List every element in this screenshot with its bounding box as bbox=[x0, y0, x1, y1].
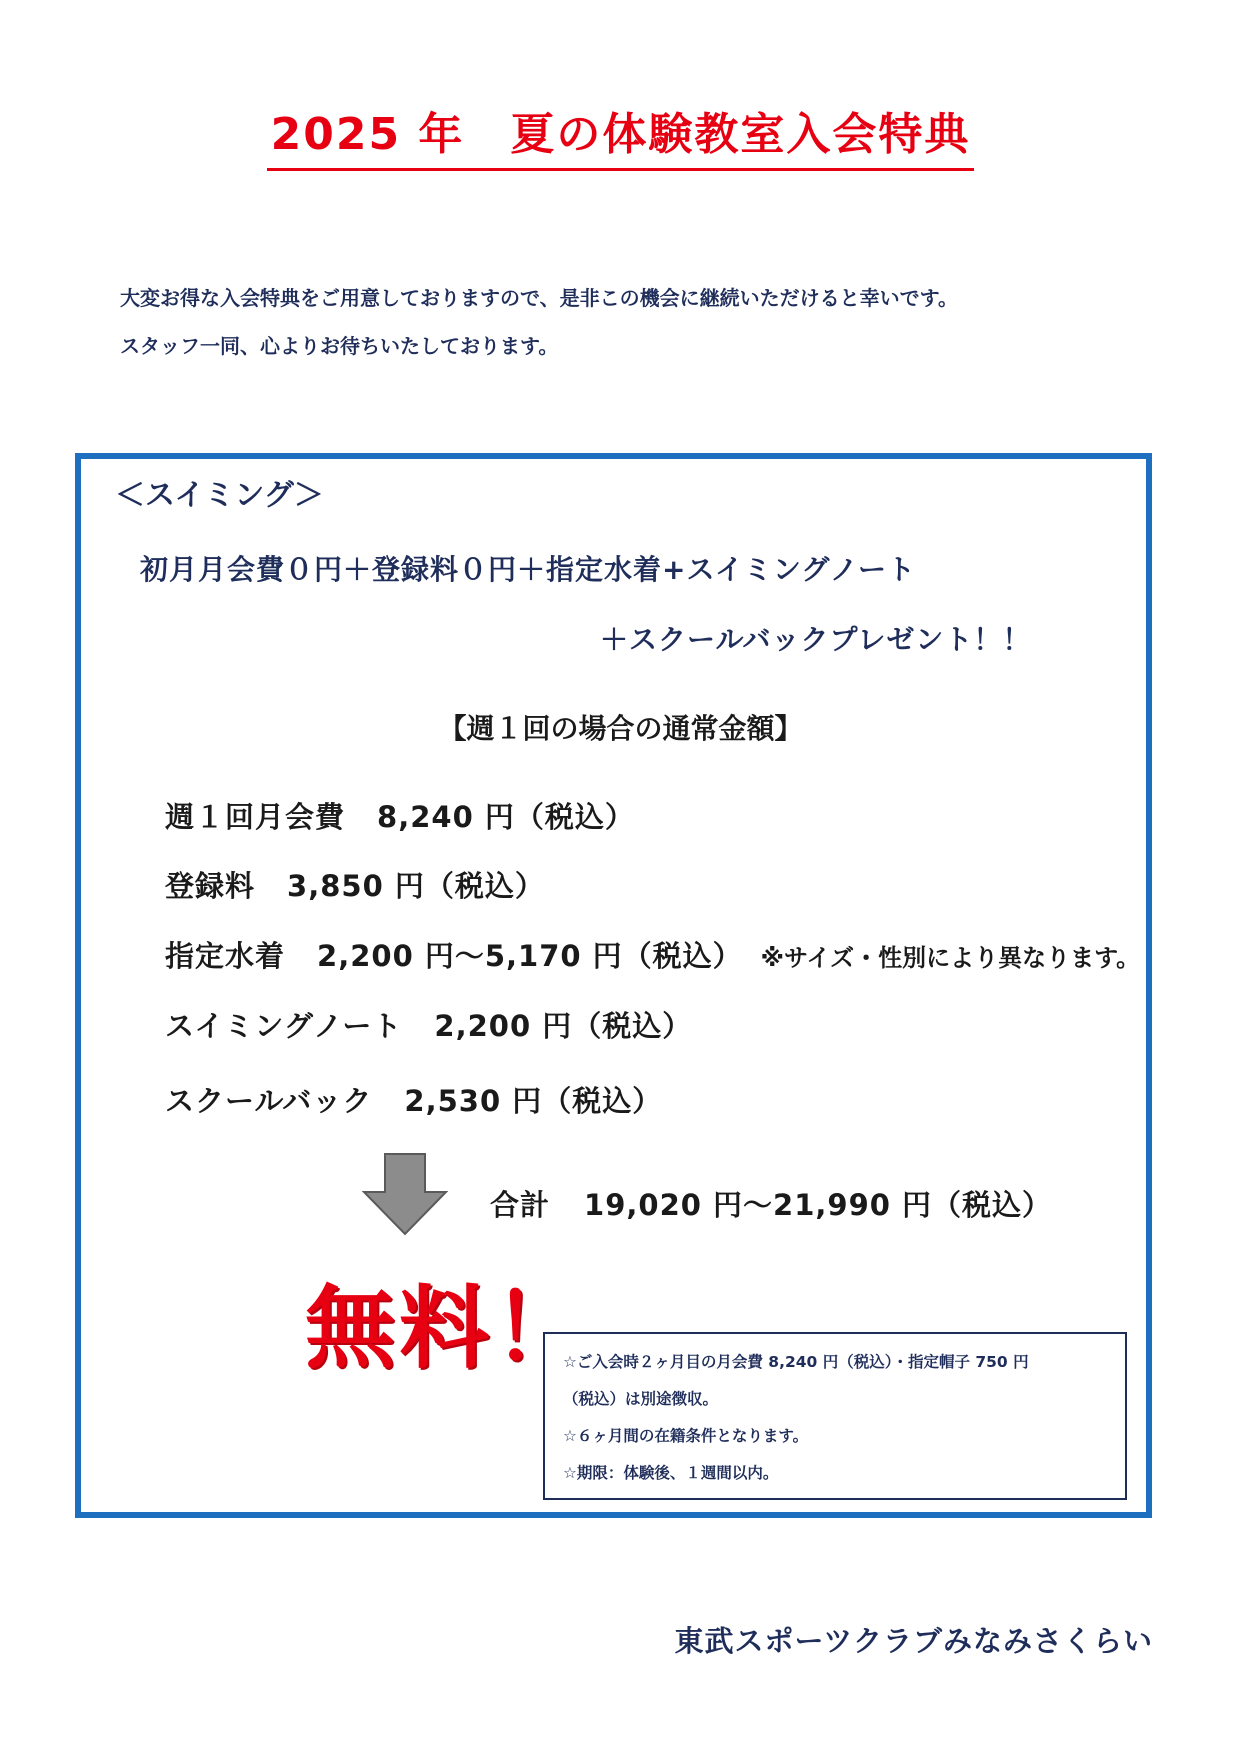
price-amount: 2,530 円（税込） bbox=[404, 1084, 663, 1118]
page-title bbox=[0, 98, 1241, 171]
note-line: （税込）は別途徴収。 bbox=[563, 1390, 719, 1408]
promo-line-1: 初月月会費０円＋登録料０円＋指定水着+スイミングノート bbox=[140, 553, 916, 586]
price-item: 指定水着 bbox=[165, 939, 286, 973]
price-amount: 3,850 円（税込） bbox=[287, 869, 545, 903]
price-item: 週１回月会費 bbox=[165, 800, 346, 834]
price-item: スイミングノート bbox=[165, 1009, 403, 1043]
price-item: スクールバック bbox=[165, 1084, 373, 1118]
price-row-monthly-fee bbox=[165, 795, 635, 836]
price-amount: 2,200 円（税込） bbox=[434, 1009, 693, 1043]
notes-box bbox=[543, 1332, 1127, 1500]
page-title-text: 2025 年 夏の体験教室入会特典 bbox=[267, 98, 975, 171]
price-amount: 8,240 円（税込） bbox=[377, 800, 635, 834]
section-label-swimming: ＜スイミング＞ bbox=[115, 478, 324, 513]
price-row-registration-fee bbox=[165, 864, 545, 905]
price-row-swimming-note bbox=[165, 1004, 692, 1045]
price-note: ※サイズ・性別により異なります。 bbox=[760, 944, 1141, 972]
price-item: 登録料 bbox=[165, 869, 256, 903]
price-row-swimsuit bbox=[165, 934, 1140, 975]
note-line: ☆６ヶ月間の在籍条件となります。 bbox=[563, 1427, 809, 1445]
total-row bbox=[490, 1183, 1052, 1224]
footer-club-name: 東武スポーツクラブみなみさくらい bbox=[674, 1624, 1153, 1658]
intro-line-2: スタッフ一同、心よりお待ちいたしております。 bbox=[120, 334, 559, 358]
note-line: ☆期限：体験後、１週間以内。 bbox=[563, 1464, 779, 1482]
note-line: ☆ご入会時２ヶ月目の月会費 8,240 円（税込）・指定帽子 750 円 bbox=[563, 1353, 1029, 1371]
pricing-subheading: 【週１回の場合の通常金額】 bbox=[438, 712, 803, 745]
down-arrow-icon bbox=[362, 1152, 448, 1236]
total-amount: 19,020 円～21,990 円（税込） bbox=[584, 1188, 1053, 1222]
price-amount: 2,200 円～5,170 円（税込） bbox=[317, 939, 743, 973]
free-label: 無料！ bbox=[305, 1276, 587, 1381]
intro-line-1: 大変お得な入会特典をご用意しておりますので、是非この機会に継続いただけると幸いです。 bbox=[120, 286, 958, 310]
price-row-school-bag bbox=[165, 1079, 662, 1120]
total-label: 合計 bbox=[490, 1188, 551, 1222]
promo-line-2: ＋スクールバックプレゼント！！ bbox=[600, 623, 1032, 656]
